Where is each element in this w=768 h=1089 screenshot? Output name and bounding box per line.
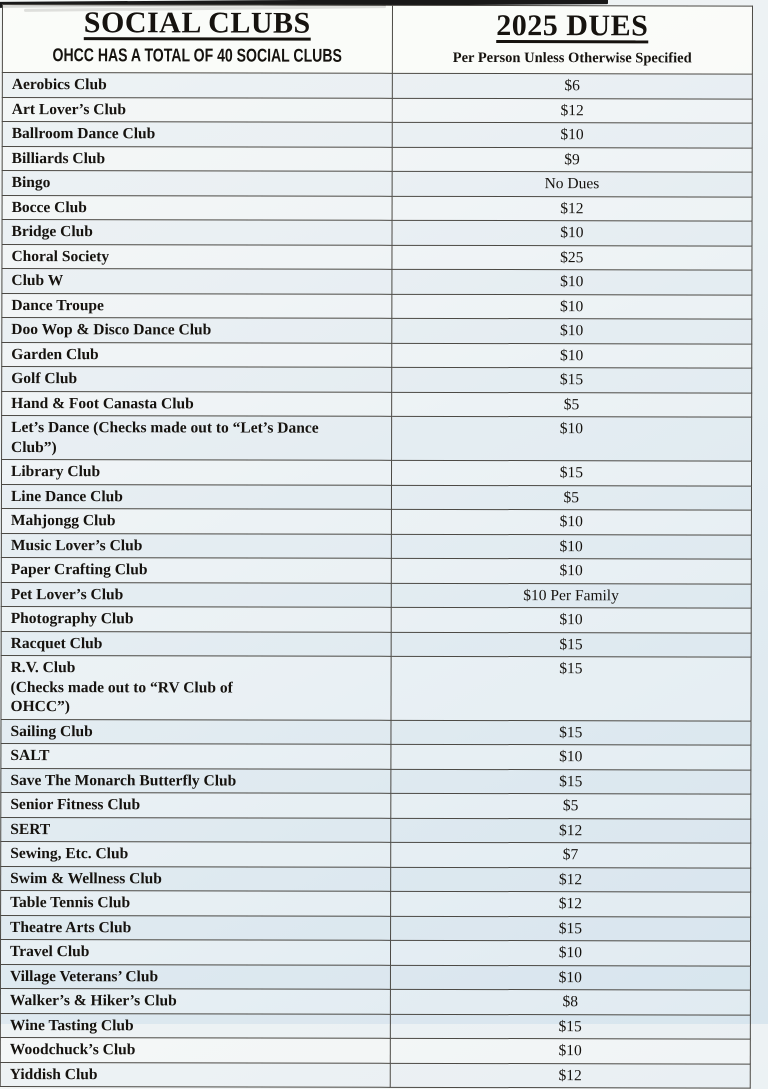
club-name-cell: Dance Troupe (2, 293, 392, 318)
dues-value-cell: $10 (390, 940, 750, 965)
dues-value-cell: $12 (390, 891, 750, 916)
table-row (2, 97, 752, 123)
table-row (2, 318, 752, 344)
club-name-cell: Mahjongg Club (1, 508, 391, 533)
table-row (1, 866, 751, 892)
table-row (1, 768, 751, 794)
table-row (2, 269, 752, 295)
table-row (1, 719, 751, 745)
dues-value-cell: $15 (391, 656, 751, 720)
dues-value-cell: $7 (390, 842, 750, 867)
club-name-cell: Library Club (1, 460, 391, 485)
dues-table (0, 4, 753, 1089)
table-row (2, 342, 752, 368)
dues-value-cell: $9 (392, 147, 752, 172)
dues-value-cell: $12 (392, 196, 752, 221)
dues-value-cell: $10 (392, 122, 752, 147)
table-row (1, 655, 751, 720)
table-row (1, 582, 751, 608)
table-row (0, 1062, 750, 1088)
dues-value-cell: $10 (392, 269, 752, 294)
club-name-cell: SERT (1, 817, 391, 842)
dues-value-cell: $6 (392, 73, 752, 98)
dues-value-cell: $10 Per Family (391, 583, 751, 608)
club-name-cell: Village Veterans’ Club (0, 964, 390, 989)
table-row (1, 631, 751, 657)
table-row (1, 841, 751, 867)
club-name-cell: Woodchuck’s Club (0, 1037, 390, 1062)
club-name-cell: Sewing, Etc. Club (1, 841, 391, 866)
dues-value-cell: $10 (391, 558, 751, 583)
club-name-cell: Travel Club (0, 939, 390, 964)
table-row (2, 293, 752, 319)
dues-value-cell: $15 (391, 632, 751, 657)
dues-header-cell (392, 5, 752, 74)
dues-table-header (2, 5, 752, 75)
club-name-cell: Paper Crafting Club (1, 557, 391, 582)
club-name-cell: Aerobics Club (2, 73, 392, 98)
table-row (0, 939, 750, 965)
club-name-cell: Wine Tasting Club (0, 1013, 390, 1038)
club-name-cell: Bingo (2, 171, 392, 196)
club-name-cell: Save The Monarch Butterfly Club (1, 768, 391, 793)
social-clubs-title: SOCIAL CLUBS (83, 6, 311, 40)
club-name-cell: Bridge Club (2, 220, 392, 245)
clubs-table-body (0, 73, 752, 1089)
table-row (2, 391, 752, 417)
club-name-cell: Music Lover’s Club (1, 533, 391, 558)
table-row (1, 557, 751, 583)
dues-value-cell: $15 (390, 1014, 750, 1039)
table-row (0, 1037, 750, 1063)
club-name-cell: Garden Club (2, 342, 392, 367)
table-row (1, 533, 751, 559)
dues-value-cell: $5 (391, 392, 751, 417)
dues-value-cell: $10 (392, 220, 752, 245)
dues-value-cell: $10 (391, 534, 751, 559)
header-row (2, 5, 752, 75)
dues-value-cell: $12 (390, 818, 750, 843)
dues-value-cell: $10 (391, 294, 751, 319)
dues-value-cell: $10 (390, 1038, 750, 1063)
dues-value-cell: $15 (390, 916, 750, 941)
table-row (0, 1013, 750, 1039)
table-row (2, 220, 752, 246)
social-clubs-header-cell (2, 5, 392, 74)
dues-value-cell: $10 (391, 343, 751, 368)
dues-value-cell: $10 (391, 416, 751, 461)
dues-value-cell: $15 (391, 720, 751, 745)
club-name-cell: Choral Society (2, 244, 392, 269)
dues-value-cell: $5 (390, 793, 750, 818)
club-name-cell: Club W (2, 269, 392, 294)
table-row (2, 244, 752, 270)
club-name-cell: Ballroom Dance Club (2, 122, 392, 147)
dues-subtitle: Per Person Unless Otherwise Specified (452, 49, 692, 66)
dues-value-cell: $12 (390, 1063, 750, 1088)
club-name-cell: Walker’s & Hiker’s Club (0, 988, 390, 1013)
club-name-cell: Line Dance Club (1, 484, 391, 509)
club-name-cell: Billiards Club (2, 146, 392, 171)
club-name-cell: Doo Wop & Disco Dance Club (2, 318, 392, 343)
club-name-cell: Theatre Arts Club (1, 915, 391, 940)
table-row (1, 743, 751, 769)
table-row (1, 460, 751, 486)
dues-value-cell: $10 (391, 318, 751, 343)
dues-value-cell: $10 (391, 509, 751, 534)
dues-value-cell: $15 (391, 367, 751, 392)
table-row (1, 606, 751, 632)
table-row (1, 890, 751, 916)
table-row (0, 988, 750, 1014)
dues-value-cell: No Dues (392, 171, 752, 196)
club-name-cell: R.V. Club (Checks made out to “RV Club of OHCC”) (1, 655, 391, 719)
social-clubs-subtitle: OHCC HAS A TOTAL OF 40 SOCIAL CLUBS (52, 44, 342, 66)
table-row (2, 122, 752, 148)
dues-value-cell: $12 (392, 98, 752, 123)
table-row (1, 915, 751, 941)
club-name-cell: Table Tennis Club (1, 890, 391, 915)
club-name-cell: Golf Club (2, 367, 392, 392)
dues-value-cell: $10 (391, 744, 751, 769)
club-name-cell: Swim & Wellness Club (1, 866, 391, 891)
dues-title: 2025 DUES (496, 8, 649, 42)
dues-value-cell: $12 (390, 867, 750, 892)
table-row (1, 508, 751, 534)
club-name-cell: SALT (1, 743, 391, 768)
dues-value-cell: $25 (392, 245, 752, 270)
club-name-cell: Sailing Club (1, 719, 391, 744)
table-row (2, 367, 752, 393)
club-name-cell: Photography Club (1, 606, 391, 631)
club-name-cell: Racquet Club (1, 631, 391, 656)
table-row (2, 171, 752, 197)
document-page (0, 4, 753, 1089)
table-row (2, 73, 752, 99)
dues-value-cell: $10 (391, 607, 751, 632)
dues-value-cell: $10 (390, 965, 750, 990)
table-row (1, 484, 751, 510)
table-row (2, 416, 752, 462)
table-row (2, 195, 752, 221)
club-name-cell: Art Lover’s Club (2, 97, 392, 122)
table-row (1, 792, 751, 818)
table-row (0, 964, 750, 990)
table-row (1, 817, 751, 843)
dues-value-cell: $5 (391, 485, 751, 510)
club-name-cell: Bocce Club (2, 195, 392, 220)
club-name-cell: Senior Fitness Club (1, 792, 391, 817)
club-name-cell: Yiddish Club (0, 1062, 390, 1087)
club-name-cell: Hand & Foot Canasta Club (2, 391, 392, 416)
dues-value-cell: $15 (391, 769, 751, 794)
dues-value-cell: $8 (390, 989, 750, 1014)
table-row (2, 146, 752, 172)
club-name-cell: Let’s Dance (Checks made out to “Let’s Dance Club”) (2, 416, 392, 461)
dues-value-cell: $15 (391, 460, 751, 485)
club-name-cell: Pet Lover’s Club (1, 582, 391, 607)
